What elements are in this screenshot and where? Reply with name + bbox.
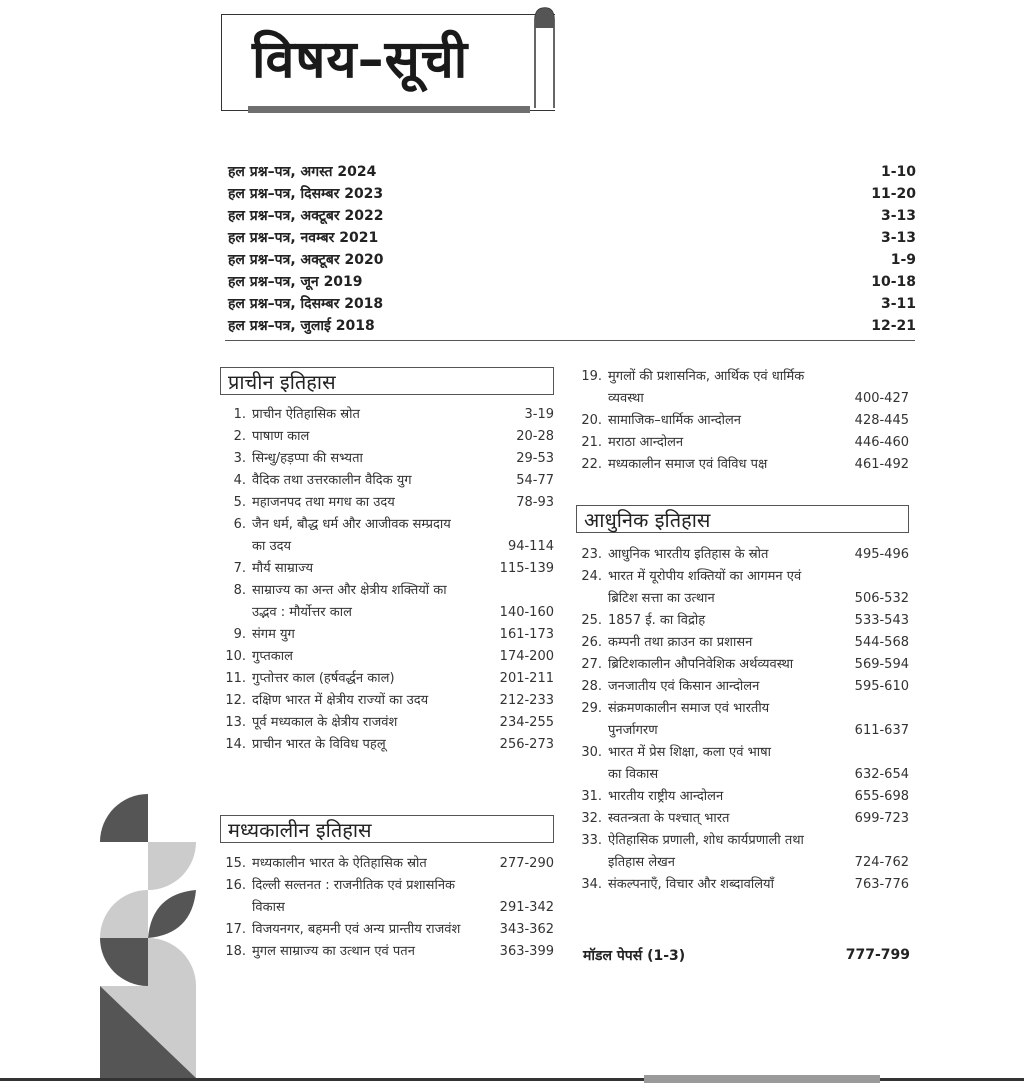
- chapter-row: [220, 492, 554, 514]
- chapter-title: विजयनगर, बहमनी एवं अन्य प्रान्तीय राजवंश: [252, 922, 461, 937]
- chapter-pages: 140-160: [499, 605, 554, 620]
- paper-row: [228, 316, 916, 338]
- chapter-pages: 611-637: [854, 723, 909, 738]
- chapter-pages: 3-19: [524, 407, 554, 422]
- chapter-row: [576, 808, 909, 830]
- paper-row: [228, 184, 916, 206]
- chapter-pages: 400-427: [854, 391, 909, 406]
- page-title: विषय–सूची: [252, 30, 469, 90]
- chapter-title-continued: व्यवस्था: [608, 391, 644, 406]
- banner-shadow-bar: [248, 106, 530, 113]
- chapter-number: 2.: [233, 429, 246, 444]
- chapter-row: [576, 454, 909, 476]
- chapter-number: 22.: [581, 457, 602, 472]
- chapter-title: सामाजिक–धार्मिक आन्दोलन: [608, 413, 742, 428]
- chapter-number: 33.: [581, 833, 602, 848]
- chapter-number: 15.: [225, 856, 246, 871]
- chapter-row: [220, 470, 554, 492]
- chapter-title-continued: विकास: [252, 900, 285, 915]
- divider: [225, 340, 915, 341]
- chapter-number: 32.: [581, 811, 602, 826]
- chapter-number: 13.: [225, 715, 246, 730]
- chapter-number: 12.: [225, 693, 246, 708]
- chapter-pages: 291-342: [499, 900, 554, 915]
- chapter-number: 17.: [225, 922, 246, 937]
- chapter-row: [576, 432, 909, 454]
- paper-pages: 3-11: [880, 296, 916, 312]
- chapter-list-modern: [576, 544, 909, 896]
- chapter-number: 5.: [233, 495, 246, 510]
- chapter-number: 28.: [581, 679, 602, 694]
- chapter-pages: 343-362: [499, 922, 554, 937]
- paper-row: [228, 228, 916, 250]
- paper-row: [228, 250, 916, 272]
- paper-pages: 1-10: [880, 164, 916, 180]
- chapter-title: साम्राज्य का अन्त और क्षेत्रीय शक्तियों का: [252, 583, 447, 598]
- chapter-row: [576, 676, 909, 698]
- chapter-pages: 20-28: [516, 429, 554, 444]
- chapter-row: [220, 448, 554, 470]
- chapter-pages: 174-200: [499, 649, 554, 664]
- banner-curl-icon: [533, 6, 555, 108]
- paper-pages: 12-21: [871, 318, 916, 334]
- chapter-number: 25.: [581, 613, 602, 628]
- chapter-row: [576, 742, 909, 786]
- chapter-title: दिल्ली सल्तनत : राजनीतिक एवं प्रशासनिक: [252, 878, 456, 893]
- chapter-pages: 569-594: [854, 657, 909, 672]
- paper-row: [228, 206, 916, 228]
- chapter-pages: 363-399: [499, 944, 554, 959]
- chapter-row: [220, 580, 554, 624]
- chapter-pages: 256-273: [499, 737, 554, 752]
- section-header-medieval: मध्यकालीन इतिहास: [220, 815, 554, 843]
- chapter-row: [220, 712, 554, 734]
- chapter-pages: 234-255: [499, 715, 554, 730]
- paper-pages: 3-13: [880, 208, 916, 224]
- paper-label: हल प्रश्न–पत्र, अक्टूबर 2020: [228, 252, 384, 268]
- chapter-pages: 699-723: [854, 811, 909, 826]
- chapter-title: स्वतन्त्रता के पश्चात् भारत: [608, 811, 730, 826]
- paper-label: हल प्रश्न–पत्र, नवम्बर 2021: [228, 230, 379, 246]
- chapter-row: [576, 786, 909, 808]
- chapter-number: 16.: [225, 878, 246, 893]
- chapter-pages: 78-93: [516, 495, 554, 510]
- chapter-pages: 763-776: [854, 877, 909, 892]
- chapter-title-continued: का विकास: [608, 767, 659, 782]
- chapter-pages: 428-445: [854, 413, 909, 428]
- chapter-number: 31.: [581, 789, 602, 804]
- chapter-pages: 201-211: [499, 671, 554, 686]
- chapter-pages: 544-568: [854, 635, 909, 650]
- paper-label: हल प्रश्न–पत्र, अगस्त 2024: [228, 164, 377, 180]
- chapter-title: महाजनपद तथा मगध का उदय: [252, 495, 395, 510]
- chapter-title: प्राचीन भारत के विविध पहलू: [252, 737, 386, 752]
- chapter-number: 8.: [233, 583, 246, 598]
- chapter-number: 11.: [225, 671, 246, 686]
- chapter-title: संक्रमणकालीन समाज एवं भारतीय: [608, 701, 770, 716]
- chapter-pages: 495-496: [854, 547, 909, 562]
- chapter-row: [220, 646, 554, 668]
- chapter-number: 23.: [581, 547, 602, 562]
- chapter-title: मराठा आन्दोलन: [608, 435, 684, 450]
- chapter-row: [220, 426, 554, 448]
- chapter-number: 18.: [225, 944, 246, 959]
- paper-row: [228, 294, 916, 316]
- chapter-row: [576, 874, 909, 896]
- chapter-title: भारत में प्रेस शिक्षा, कला एवं भाषा: [608, 745, 771, 760]
- chapter-title-continued: ब्रिटिश सत्ता का उत्थान: [608, 591, 715, 606]
- paper-pages: 1-9: [890, 252, 916, 268]
- chapter-row: [576, 410, 909, 432]
- chapter-row: [220, 558, 554, 580]
- chapter-pages: 54-77: [516, 473, 554, 488]
- chapter-title: आधुनिक भारतीय इतिहास के स्रोत: [608, 547, 769, 562]
- chapter-list-ancient: [220, 404, 554, 756]
- chapter-title: सिन्धु/हड़प्पा की सभ्यता: [252, 451, 363, 466]
- chapter-title: दक्षिण भारत में क्षेत्रीय राज्यों का उदय: [252, 693, 429, 708]
- chapter-number: 9.: [233, 627, 246, 642]
- chapter-row: [220, 404, 554, 426]
- chapter-number: 34.: [581, 877, 602, 892]
- chapter-title: पूर्व मध्यकाल के क्षेत्रीय राजवंश: [252, 715, 398, 730]
- chapter-row: [220, 690, 554, 712]
- chapter-row: [576, 610, 909, 632]
- chapter-title: ऐतिहासिक प्रणाली, शोध कार्यप्रणाली तथा: [608, 833, 804, 848]
- chapter-pages: 632-654: [854, 767, 909, 782]
- chapter-title-continued: इतिहास लेखन: [608, 855, 676, 870]
- chapter-title: प्राचीन ऐतिहासिक स्रोत: [252, 407, 360, 422]
- chapter-row: [220, 734, 554, 756]
- chapter-pages: 724-762: [854, 855, 909, 870]
- chapter-row: [576, 698, 909, 742]
- chapter-pages: 277-290: [499, 856, 554, 871]
- paper-pages: 10-18: [871, 274, 916, 290]
- chapter-row: [220, 514, 554, 558]
- chapter-row: [576, 566, 909, 610]
- section-header-modern: आधुनिक इतिहास: [576, 505, 909, 533]
- paper-row: [228, 272, 916, 294]
- decorative-shapes-icon: [100, 790, 200, 1080]
- chapter-list-medieval-continued: [576, 366, 909, 476]
- chapter-pages: 461-492: [854, 457, 909, 472]
- paper-label: हल प्रश्न–पत्र, जून 2019: [228, 274, 363, 290]
- chapter-title: मध्यकालीन समाज एवं विविध पक्ष: [608, 457, 768, 472]
- chapter-number: 20.: [581, 413, 602, 428]
- chapter-row: [220, 875, 554, 919]
- chapter-row: [220, 853, 554, 875]
- chapter-number: 4.: [233, 473, 246, 488]
- chapter-row: [220, 624, 554, 646]
- chapter-title: मौर्य साम्राज्य: [252, 561, 314, 576]
- chapter-title: जैन धर्म, बौद्ध धर्म और आजीवक सम्प्रदाय: [252, 517, 451, 532]
- chapter-pages: 533-543: [854, 613, 909, 628]
- chapter-title-continued: उद्भव : मौर्योत्तर काल: [252, 605, 352, 620]
- chapter-row: [576, 830, 909, 874]
- chapter-row: [576, 366, 909, 410]
- chapter-title: मुगल साम्राज्य का उत्थान एवं पतन: [252, 944, 415, 959]
- model-papers-label: मॉडल पेपर्स (1-3): [583, 948, 686, 964]
- chapter-title: पाषाण काल: [252, 429, 310, 444]
- chapter-pages: 655-698: [854, 789, 909, 804]
- chapter-title: वैदिक तथा उत्तरकालीन वैदिक युग: [252, 473, 412, 488]
- chapter-title: 1857 ई. का विद्रोह: [608, 613, 706, 628]
- chapter-pages: 29-53: [516, 451, 554, 466]
- footer-accent-bar: [644, 1075, 880, 1083]
- model-papers-pages: 777-799: [845, 947, 910, 963]
- paper-label: हल प्रश्न–पत्र, दिसम्बर 2023: [228, 186, 384, 202]
- chapter-number: 10.: [225, 649, 246, 664]
- chapter-number: 24.: [581, 569, 602, 584]
- chapter-pages: 595-610: [854, 679, 909, 694]
- chapter-number: 14.: [225, 737, 246, 752]
- chapter-number: 6.: [233, 517, 246, 532]
- chapter-number: 29.: [581, 701, 602, 716]
- chapter-row: [576, 544, 909, 566]
- paper-label: हल प्रश्न–पत्र, दिसम्बर 2018: [228, 296, 384, 312]
- chapter-number: 1.: [233, 407, 246, 422]
- chapter-title: गुप्तकाल: [252, 649, 293, 664]
- chapter-number: 19.: [581, 369, 602, 384]
- chapter-number: 30.: [581, 745, 602, 760]
- chapter-pages: 161-173: [499, 627, 554, 642]
- chapter-title: मध्यकालीन भारत के ऐतिहासिक स्रोत: [252, 856, 427, 871]
- chapter-title: जनजातीय एवं किसान आन्दोलन: [608, 679, 760, 694]
- chapter-number: 7.: [233, 561, 246, 576]
- chapter-title: मुगलों की प्रशासनिक, आर्थिक एवं धार्मिक: [608, 369, 805, 384]
- paper-label: हल प्रश्न–पत्र, जुलाई 2018: [228, 318, 375, 334]
- chapter-list-medieval: [220, 853, 554, 963]
- chapter-row: [220, 668, 554, 690]
- chapter-pages: 115-139: [499, 561, 554, 576]
- chapter-title: कम्पनी तथा क्राउन का प्रशासन: [608, 635, 753, 650]
- chapter-title: भारत में यूरोपीय शक्तियों का आगमन एवं: [608, 569, 802, 584]
- question-paper-list: [228, 162, 916, 338]
- paper-pages: 11-20: [871, 186, 916, 202]
- chapter-title: संकल्पनाएँ, विचार और शब्दावलियाँ: [608, 877, 774, 892]
- chapter-row: [576, 654, 909, 676]
- paper-pages: 3-13: [880, 230, 916, 246]
- chapter-row: [220, 941, 554, 963]
- chapter-pages: 212-233: [499, 693, 554, 708]
- chapter-row: [220, 919, 554, 941]
- chapter-title: संगम युग: [252, 627, 295, 642]
- chapter-pages: 94-114: [507, 539, 554, 554]
- paper-row: [228, 162, 916, 184]
- chapter-title: ब्रिटिशकालीन औपनिवेशिक अर्थव्यवस्था: [608, 657, 794, 672]
- section-header-ancient: प्राचीन इतिहास: [220, 367, 554, 395]
- chapter-title-continued: का उदय: [252, 539, 292, 554]
- chapter-number: 21.: [581, 435, 602, 450]
- chapter-title-continued: पुनर्जागरण: [608, 723, 658, 738]
- chapter-number: 26.: [581, 635, 602, 650]
- chapter-row: [576, 632, 909, 654]
- paper-label: हल प्रश्न–पत्र, अक्टूबर 2022: [228, 208, 384, 224]
- chapter-title: गुप्तोत्तर काल (हर्षवर्द्धन काल): [252, 671, 395, 686]
- chapter-number: 27.: [581, 657, 602, 672]
- chapter-pages: 506-532: [854, 591, 909, 606]
- chapter-title: भारतीय राष्ट्रीय आन्दोलन: [608, 789, 724, 804]
- chapter-number: 3.: [233, 451, 246, 466]
- chapter-pages: 446-460: [854, 435, 909, 450]
